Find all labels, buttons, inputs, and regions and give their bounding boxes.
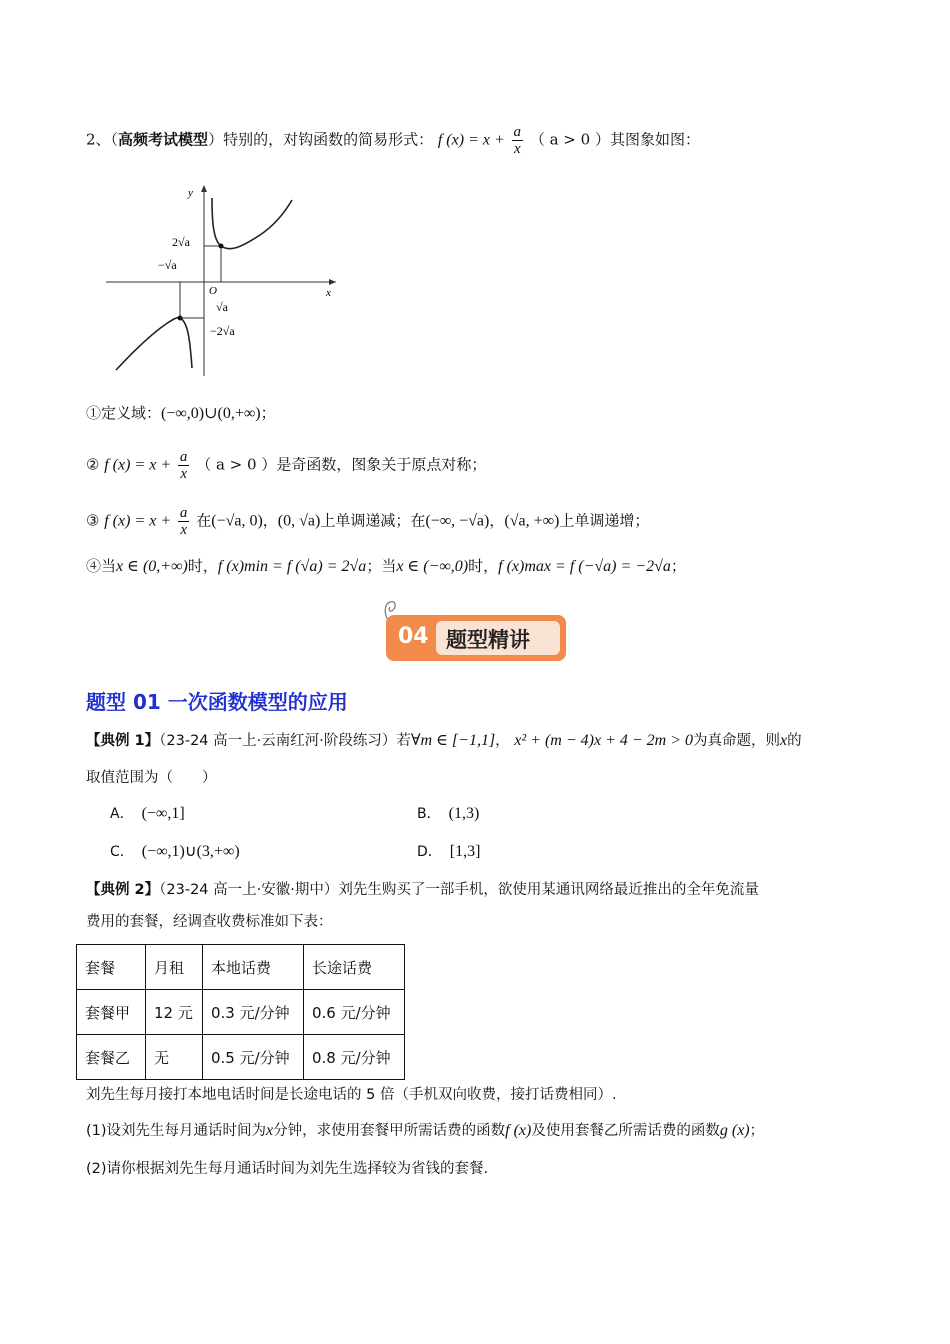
- p2-func: f (x) = x +: [104, 456, 172, 474]
- option-c: [110, 842, 240, 862]
- example2-line1: [86, 879, 759, 901]
- table-cell: 12 元: [146, 990, 203, 1035]
- frac-den: x: [513, 141, 521, 157]
- p4-label: ④当: [86, 557, 117, 575]
- p3-frac: [178, 505, 190, 538]
- table-header-cell: 长途话费: [304, 945, 405, 990]
- p3-sep1: ，: [262, 511, 278, 530]
- example1-cond: ∀m ∈ [−1,1]: [410, 732, 496, 749]
- p4-end: ；: [670, 557, 686, 575]
- p4-t1: 时，: [187, 557, 218, 575]
- q1-a: (1)设刘先生每月通话时间为: [86, 1123, 267, 1139]
- option-d: [417, 842, 480, 862]
- p3-sep2: ，: [489, 511, 505, 530]
- example2-line2: 费用的套餐，经调查收费标准如下表：: [86, 914, 333, 930]
- option-a-value: (−∞,1]: [141, 805, 185, 822]
- p4-max: f (x)max = f (−√a) = −2√a: [498, 558, 671, 575]
- label-sqrta: √a: [216, 300, 228, 314]
- p1-label: ①定义域：: [86, 404, 162, 422]
- p2-cond: （ a > 0 ）: [196, 455, 277, 474]
- max-point: [178, 316, 183, 321]
- model-tag: 高频考试模型: [118, 130, 209, 149]
- x-axis-arrow: [329, 279, 336, 285]
- table-header-cell: 套餐: [77, 945, 146, 990]
- example1-var: x: [780, 732, 788, 749]
- table-cell: 0.5 元/分钟: [203, 1035, 304, 1080]
- func-frac: [512, 124, 524, 157]
- option-d-letter: D．: [417, 844, 442, 860]
- example1-ineq: x² + (m − 4)x + 4 − 2m > 0: [514, 732, 694, 749]
- upper-branch-curve: [212, 198, 292, 249]
- p2-label: ②: [86, 455, 100, 474]
- example1-line1: [86, 730, 802, 752]
- option-c-letter: C．: [110, 844, 134, 860]
- example1-line2: 取值范围为（ ）: [86, 770, 217, 786]
- section2-prefix: 2、（: [86, 130, 119, 149]
- p3-func: f (x) = x +: [104, 512, 172, 530]
- example1-text: 为真命题，则: [693, 733, 781, 749]
- example2-q1: [86, 1120, 764, 1142]
- option-a: [110, 804, 185, 824]
- option-c-value: (−∞,1)∪(3,+∞): [141, 843, 240, 860]
- table-cell: 0.3 元/分钟: [203, 990, 304, 1035]
- min-point: [219, 244, 224, 249]
- property-4: [86, 555, 686, 578]
- table-cell: 无: [146, 1035, 203, 1080]
- property-2: [86, 449, 486, 482]
- p2-text: 是奇函数，图象关于原点对称；: [276, 455, 487, 474]
- label-neg-2sqrta: −2√a: [210, 324, 235, 338]
- p2-frac-den: x: [180, 466, 187, 482]
- table-cell: 套餐甲: [77, 990, 146, 1035]
- example2-text1: （23-24 高一上·安徽·期中）刘先生购买了一部手机，欲使用某通讯网络最近推出的全年免流量: [159, 882, 759, 898]
- table-row: [77, 1035, 405, 1080]
- p4-min: f (x)min = f (√a) = 2√a: [217, 558, 367, 575]
- p3-int3: (−∞, −√a): [425, 512, 490, 530]
- property-3: [86, 505, 649, 538]
- p3-inc: 上单调递增；: [559, 511, 650, 530]
- table-cell: 0.8 元/分钟: [304, 1035, 405, 1080]
- example2-q2: (2)请你根据刘先生每月通话时间为刘先生选择较为省钱的套餐.: [86, 1161, 489, 1177]
- origin-label: O: [209, 285, 217, 297]
- fee-table: [76, 944, 405, 1080]
- q1-g: g (x): [719, 1122, 750, 1139]
- section2-intro: ）特别的，对钩函数的简易形式：: [208, 130, 434, 149]
- func-lhs: f (x) = x +: [437, 131, 505, 149]
- p2-frac-num: a: [179, 449, 188, 465]
- p1-end: ；: [260, 404, 276, 422]
- p2-frac: [178, 449, 190, 482]
- p3-dec: 上单调递减；在: [320, 511, 426, 530]
- y-axis-label: y: [188, 187, 193, 199]
- section-heading: 题型 01 一次函数模型的应用: [86, 690, 348, 714]
- lower-branch-curve: [116, 317, 192, 370]
- p3-frac-den: x: [180, 522, 187, 538]
- p3-label: ③: [86, 511, 100, 530]
- table-header-cell: 本地话费: [203, 945, 304, 990]
- table-header-row: [77, 945, 405, 990]
- example1-source: （23-24 高一上·云南红河·阶段练习）若: [159, 733, 411, 749]
- table-cell: 套餐乙: [77, 1035, 146, 1080]
- property-1: [86, 402, 276, 425]
- section2-line: [86, 124, 700, 157]
- example2-after: 刘先生每月接打本地电话时间是长途电话的 5 倍（手机双向收费，接打话费相同）.: [86, 1087, 617, 1103]
- option-b: [417, 804, 479, 824]
- badge-title: 题型精讲: [446, 628, 530, 652]
- example1-text2: 的: [787, 733, 802, 749]
- y-axis-arrow: [201, 185, 207, 192]
- example2-tag: 【典例 2】: [86, 882, 160, 898]
- p3-int2: (0, √a): [277, 512, 321, 530]
- q1-d: ；: [749, 1123, 765, 1139]
- q1-c: 及使用套餐乙所需话费的函数: [531, 1123, 720, 1139]
- p4-t3: 时，: [468, 557, 499, 575]
- q1-f: f (x): [505, 1122, 532, 1139]
- frac-num: a: [513, 124, 522, 140]
- q1-b: 分钟，求使用套餐甲所需话费的函数: [273, 1123, 506, 1139]
- table-cell: 0.6 元/分钟: [304, 990, 405, 1035]
- q1-var: x: [266, 1122, 274, 1139]
- option-d-value: [1,3]: [449, 843, 481, 860]
- p4-cond2: x ∈ (−∞,0): [396, 558, 469, 575]
- p3-int4: (√a, +∞): [504, 512, 560, 530]
- option-a-letter: A．: [110, 806, 134, 822]
- p3-in: 在: [196, 511, 212, 530]
- table-row: [77, 990, 405, 1035]
- p4-t2: ；当: [366, 557, 397, 575]
- p1-math: (−∞,0)∪(0,+∞): [161, 405, 261, 422]
- x-axis-label: x: [326, 287, 331, 299]
- example1-tag: 【典例 1】: [86, 733, 160, 749]
- example1-sep: ，: [495, 733, 510, 749]
- label-2sqrta: 2√a: [172, 235, 190, 249]
- label-neg-sqrta: −√a: [158, 258, 177, 272]
- p3-int1: (−√a, 0): [211, 512, 263, 530]
- p3-frac-num: a: [179, 505, 188, 521]
- option-b-value: (1,3): [448, 805, 480, 822]
- option-b-letter: B．: [417, 806, 441, 822]
- badge-number: 04: [398, 624, 429, 649]
- p4-cond1: x ∈ (0,+∞): [116, 558, 188, 575]
- table-header-cell: 月租: [146, 945, 203, 990]
- hook-function-graph: [100, 180, 340, 380]
- func-cond: （ a > 0 ）其图象如图：: [529, 130, 700, 149]
